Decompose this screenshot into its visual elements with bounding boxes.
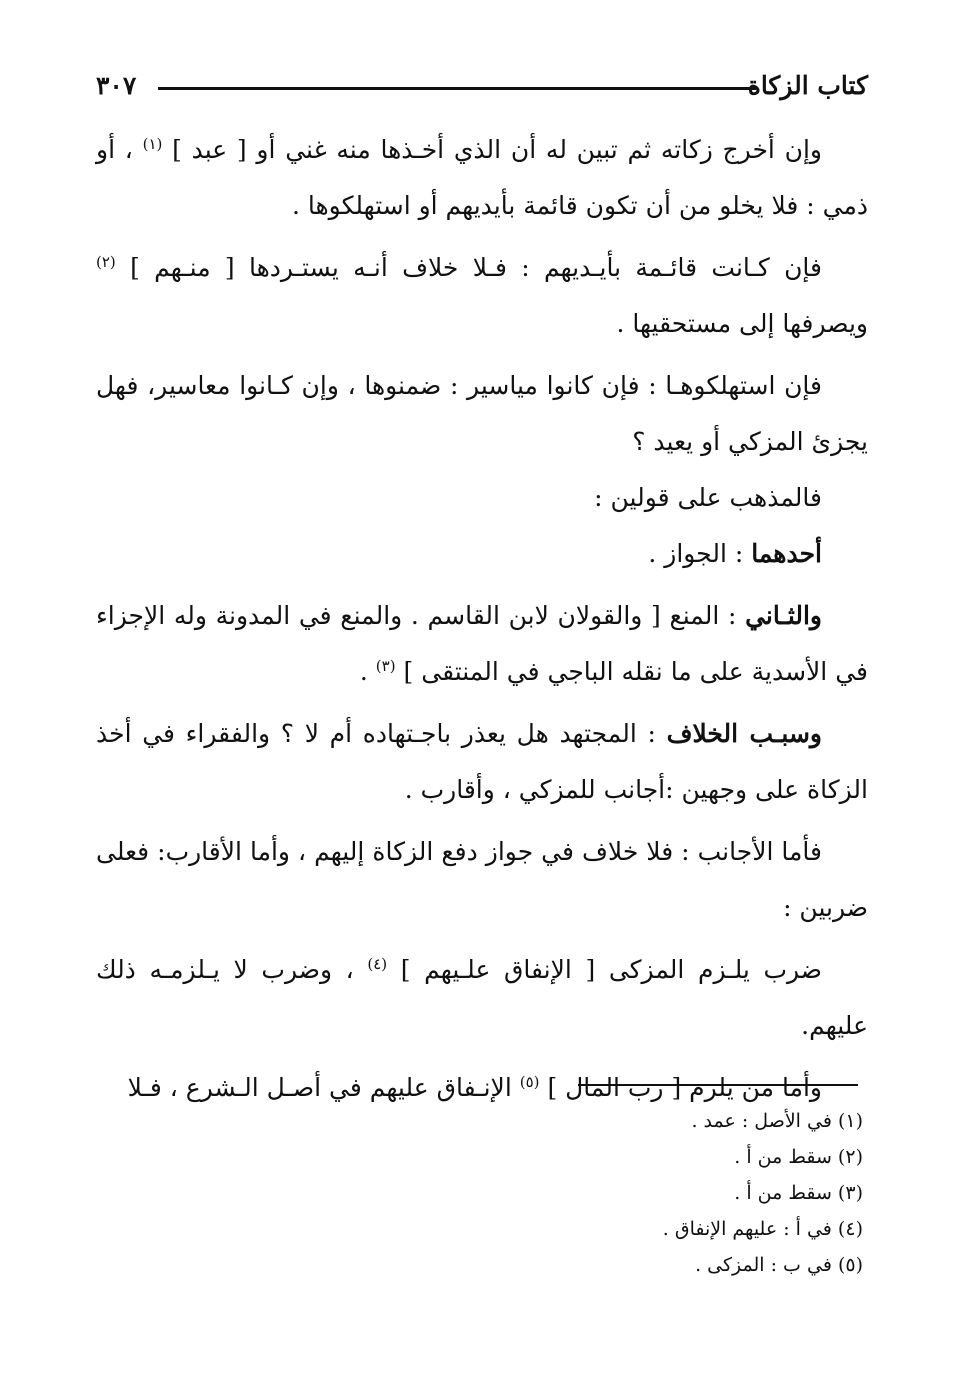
page-number: ٣٠٧ [96,71,137,100]
paragraph-text: فالمذهب على قولين : [594,483,822,512]
main-text [96,122,868,1116]
paragraph-text: فإن كـانت قائـمة بأيـديهم : فـلا خلاف أنـه يستـردها [ منـهم ] [115,253,822,282]
paragraph-text: فأما الأجانب : فلا خلاف في جواز دفع الزكاة إليهم ، وأما الأقارب: فعلى ضربين : [96,837,868,922]
paragraph-text: : المجتهد هل يعذر باجـتهاده أم لا ؟ والفقراء في أخذ الزكاة على وجهين :أجانب للمزكي ، وأقارب . [96,719,868,804]
footnote-ref-4: (٤) [367,955,388,973]
footnote-separator [578,1084,858,1086]
paragraph-text: ضرب يلـزم المزكى [ الإنفاق علـيهم ] [387,955,823,984]
paragraph-4 [96,470,868,526]
lead-term: والثـاني [745,601,822,630]
paragraph-text: فإن استهلكوهـا : فإن كانوا مياسير : ضمنوها ، وإن كـانوا معاسير، فهل يجزئ المزكي أو يعيد ؟ [96,371,868,456]
footnote-ref-2: (٢) [96,253,116,271]
paragraph-text: : الجواز . [648,539,752,568]
paragraph-text: الإنـفاق عليهم في أصـل الـشرع ، فـلا [127,1073,520,1102]
paragraph-text: وإن أخرج زكاته ثم تبين له أن الذي أخـذها منه غني أو [ عبد ] [162,135,822,164]
paragraph-1 [96,122,868,234]
page-header [96,66,868,106]
paragraph-3 [96,358,868,470]
footnote-1: (١) في الأصل : عمد . [691,1110,863,1132]
paragraph-6 [96,588,868,700]
paragraph-9 [96,942,868,1054]
footnote-ref-5: (٥) [519,1073,540,1091]
paragraph-5 [96,526,868,582]
paragraph-2 [96,240,868,352]
paragraph-text: ، وضرب لا يـلزمـه ذلك عليهم. [96,955,868,1040]
lead-term: وسبـب الخلاف [666,719,822,748]
footnote-3: (٣) سقط من أ . [734,1182,863,1204]
paragraph-text: ويصرفها إلى مستحقيها . [616,309,868,338]
paragraph-text: ، أو ذمي : فلا يخلو من أن تكون قائمة بأيديهم أو استهلكوها . [96,135,868,220]
paragraph-text: وأما من يلزم [ رب المال ] [539,1073,822,1102]
paragraph-8 [96,824,868,936]
header-rule [158,87,756,90]
paragraph-text: . [359,657,376,686]
lead-term: أحدهما [751,539,822,568]
footnote-4: (٤) في أ : عليهم الإنفاق . [662,1218,863,1240]
paragraph-text: : المنع [ والقولان لابن القاسم . والمنع في المدونة وله الإجزاء في الأسدية على ما نقله الباجي في المنتقى ] [96,601,868,686]
footnotes [223,1103,863,1283]
footnote-ref-3: (٣) [375,657,396,675]
footnote-2: (٢) سقط من أ . [734,1146,863,1168]
footnote-ref-1: (١) [142,135,163,153]
footnote-5: (٥) في ب : المزكى . [695,1254,863,1276]
book-title: كتاب الزكاة [747,71,868,100]
paragraph-7 [96,706,868,818]
